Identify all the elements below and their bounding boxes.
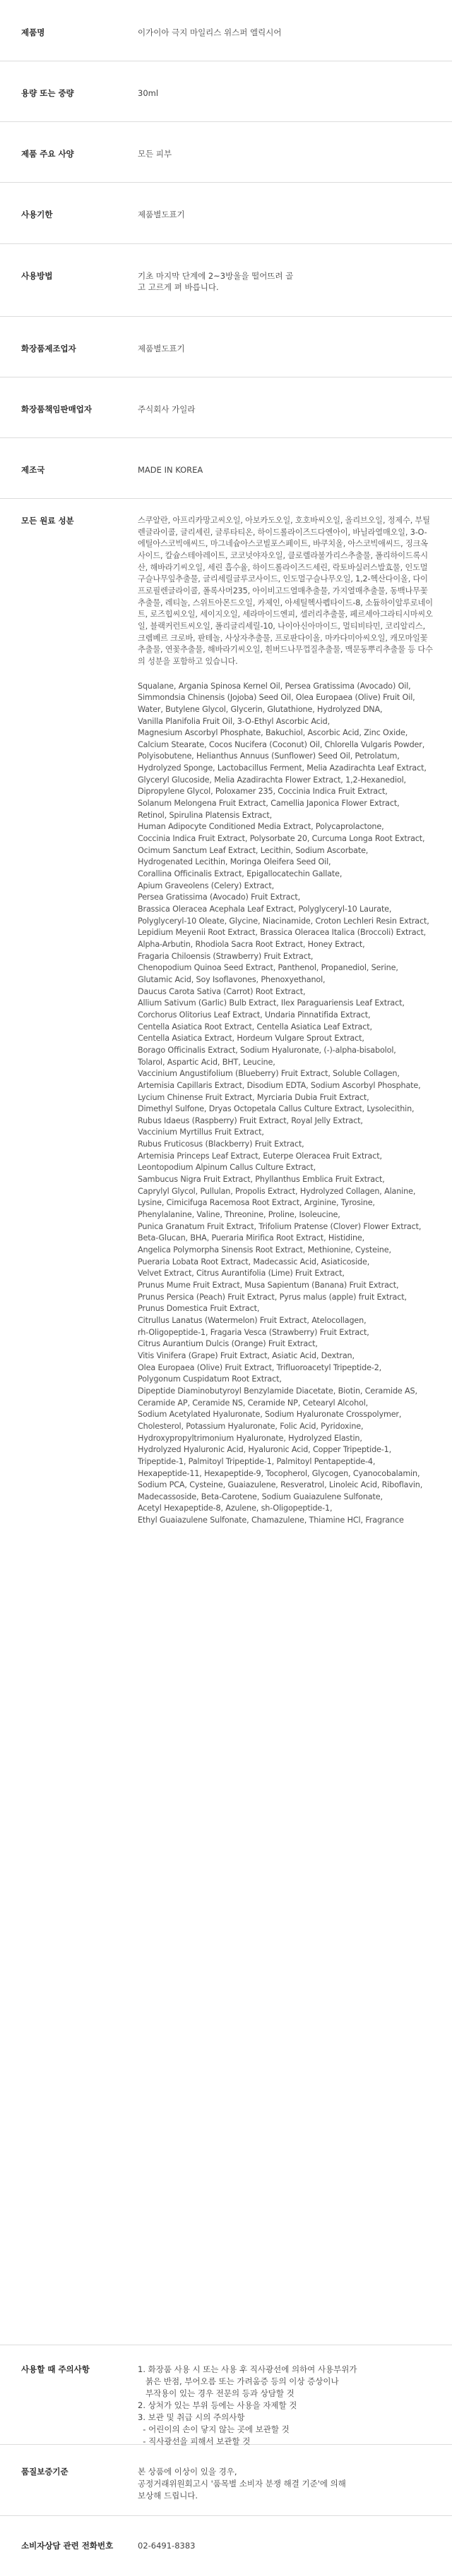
row-value: 제품별도표기 bbox=[138, 210, 185, 219]
info-row-guarantee bbox=[0, 2445, 452, 2516]
text-line: Acetyl Hexapeptide-8, Azulene, sh-Oligopeptide-1, bbox=[138, 1504, 333, 1513]
text-line: Sodium PCA, Cysteine, Guaiazulene, Resveratrol, Linoleic Acid, Riboflavin, bbox=[138, 1480, 423, 1490]
text-line: Dimethyl Sulfone, Dryas Octopetala Callus Culture Extract, Lysolecithin, bbox=[138, 1104, 415, 1114]
info-row-contact bbox=[0, 2516, 452, 2576]
text-line: 보상해 드립니다. bbox=[138, 2491, 198, 2501]
text-line: Punica Granatum Fruit Extract, Trifolium Pratense (Clover) Flower Extract, bbox=[138, 1221, 422, 1231]
text-line: Chenopodium Quinoa Seed Extract, Panthenol, Propanediol, Serine, bbox=[138, 963, 398, 973]
row-label: 제품 주요 사양 bbox=[21, 149, 74, 159]
text-line: Glutamic Acid, Soy Isoflavones, Phenoxyethanol, bbox=[138, 974, 326, 984]
text-line: Polyisobutene, Helianthus Annuus (Sunflower) Seed Oil, Petrolatum, bbox=[138, 751, 400, 761]
text-line: Vaccinium Angustifolium (Blueberry) Fruit Extract, Soluble Collagen, bbox=[138, 1069, 400, 1079]
text-line: Centella Asiatica Extract, Hordeum Vulgare Sprout Extract, bbox=[138, 1034, 364, 1044]
text-line: 2. 상처가 있는 부위 등에는 사용을 자제할 것 bbox=[138, 2400, 297, 2410]
text-line: - 어린이의 손이 닿지 않는 곳에 보관할 것 bbox=[138, 2424, 290, 2434]
text-line: Vanilla Planifolia Fruit Oil, 3-O-Ethyl Ascorbic Acid, bbox=[138, 716, 331, 726]
text-line: Leontopodium Alpinum Callus Culture Extract, bbox=[138, 1163, 316, 1173]
text-line: - 직사광선을 피해서 보관할 것 bbox=[138, 2436, 251, 2446]
ingredients-korean: 스쿠알란, 아프리카망고씨오일, 아보카도오일, 호호바씨오일, 올리브오일, 정제수, 부틸렌글라이콜, 글리세린, 글루타티온, 하이드롤라이즈드다엔아이, 바닐라열매오일, 3-O-에틸아스코빅애씨드, 마그네슘아스코빌포스페이트, 바쿠치올, 아스코빅애씨드, 징크옥사이드, 칼슘스테아레이트, 코코넛야자오일, 클로렐라불가리스추출물, 폴리하이드록시산, 해바라기씨오일, 세린 흡수율, 하이드롤라이즈드세린, 락토바실러스발효물, 인도멀구슬나무잎추출물, 글리세릴글루코사이드, 인도멀구슬나무오일, 1,2-헥산다이올, 다이프로필렌글라이콜, 폴록사머235, 아이비고드열매추출물, 가지열매추출물, 동백나무꽃추출물, 레티놀, 스위트아몬드오일, 카제인, 아세틸헥사펩타이드-8, 소듐하이알루로네이트, 로즈힙씨오일, 세이지오일, 세라마이드엔피, 셀러리추출물, 페르세아그라티시마씨오일, 블랙커런트씨오일, 폴리글리세릴-10, 나이아신아마이드, 멀티비타민, 코리알리스, 크렘베르 크로바, 판테놀, 사상자추출물, 프로판다이올, 마카다미아씨오일, 캐모마일꽃추출물, 연꽃추출물, 해바라기씨오일, 흰버드나무껍질추출물, 맥문동뿌리추출물 등 다수의 성분을 포함하고 있습니다. bbox=[138, 516, 433, 666]
ingredients-text bbox=[138, 515, 434, 1527]
text-line: 공정거래위원회고시 '품목별 소비자 분쟁 해결 기준'에 의해 bbox=[138, 2479, 346, 2489]
info-row-country bbox=[0, 438, 452, 499]
text-line: Allium Sativum (Garlic) Bulb Extract, Ilex Paraguariensis Leaf Extract, bbox=[138, 998, 405, 1008]
text-line: 붉은 반점, 부어오름 또는 가려움증 등의 이상 증상이나 bbox=[138, 2376, 339, 2386]
text-line: Prunus Mume Fruit Extract, Musa Sapientum (Banana) Fruit Extract, bbox=[138, 1281, 399, 1290]
text-line: Dipeptide Diaminobutyroyl Benzylamide Diacetate, Biotin, Ceramide AS, bbox=[138, 1386, 417, 1396]
text-line: Pueraria Lobata Root Extract, Madecassic Acid, Asiaticoside, bbox=[138, 1257, 370, 1266]
text-line: Daucus Carota Sativa (Carrot) Root Extract, bbox=[138, 986, 306, 996]
row-value: MADE IN KOREA bbox=[138, 465, 203, 475]
row-value: 30ml bbox=[138, 88, 159, 98]
contact-phone: 02-6491-8383 bbox=[138, 2541, 196, 2551]
text-line: Rubus Idaeus (Raspberry) Fruit Extract, Royal Jelly Extract, bbox=[138, 1115, 363, 1125]
text-line: Calcium Stearate, Cocos Nucifera (Coconut) Oil, Chlorella Vulgaris Powder, bbox=[138, 739, 425, 749]
row-label: 모든 원료 성분 bbox=[21, 516, 74, 526]
info-row-expiry bbox=[0, 183, 452, 244]
info-row-spec bbox=[0, 122, 452, 183]
text-line: Citrus Aurantium Dulcis (Orange) Fruit Extract, bbox=[138, 1339, 318, 1349]
text-line: Hydroxypropyltrimonium Hyaluronate, Hydrolyzed Elastin, bbox=[138, 1433, 362, 1443]
text-line: Lysine, Cimicifuga Racemosa Root Extract, Arginine, Tyrosine, bbox=[138, 1198, 375, 1208]
text-line: Lepidium Meyenii Root Extract, Brassica Oleracea Italica (Broccoli) Extract, bbox=[138, 928, 427, 938]
row-value: 주식회사 가일라 bbox=[138, 404, 196, 414]
text-line: Hydrolyzed Sponge, Lactobacillus Ferment, Melia Azadirachta Leaf Extract, bbox=[138, 763, 427, 773]
text-line: Polyglyceryl-10 Oleate, Glycine, Niacinamide, Croton Lechleri Resin Extract, bbox=[138, 916, 429, 926]
text-line: Lycium Chinense Fruit Extract, Myrciaria Dubia Fruit Extract, bbox=[138, 1092, 369, 1102]
text-line: Solanum Melongena Fruit Extract, Camellia Japonica Flower Extract, bbox=[138, 799, 400, 809]
text-line: Phenylalanine, Valine, Threonine, Proline, Isoleucine, bbox=[138, 1210, 340, 1220]
text-line: Rubus Fruticosus (Blackberry) Fruit Extract, bbox=[138, 1139, 304, 1149]
text-line: Hexapeptide-11, Hexapeptide-9, Tocopherol, Glycogen, Cyanocobalamin, bbox=[138, 1468, 420, 1478]
text-line: Hydrogenated Lecithin, Moringa Oleifera Seed Oil, bbox=[138, 857, 331, 867]
text-line: Fragaria Chiloensis (Strawberry) Fruit Extract, bbox=[138, 951, 314, 961]
text-line: Polygonum Cuspidatum Root Extract, bbox=[138, 1374, 282, 1384]
text-line: Apium Graveolens (Celery) Extract, bbox=[138, 881, 275, 890]
text-line: Alpha-Arbutin, Rhodiola Sacra Root Extract, Honey Extract, bbox=[138, 939, 365, 949]
row-label: 제품명 bbox=[21, 28, 45, 37]
text-line: Prunus Domestica Fruit Extract, bbox=[138, 1304, 260, 1314]
text-line: Glyceryl Glucoside, Melia Azadirachta Flower Extract, 1,2-Hexanediol, bbox=[138, 775, 406, 785]
text-line: Squalane, Argania Spinosa Kernel Oil, Persea Gratissima (Avocado) Oil, bbox=[138, 681, 411, 691]
text-line: Borago Officinalis Extract, Sodium Hyaluronate, (-)-alpha-bisabolol, bbox=[138, 1045, 396, 1055]
row-label: 사용할 때 주의사항 bbox=[21, 2364, 90, 2374]
text-line: Artemisia Princeps Leaf Extract, Euterpe Oleracea Fruit Extract, bbox=[138, 1151, 382, 1161]
text-line: Beta-Glucan, BHA, Pueraria Mirifica Root Extract, Histidine, bbox=[138, 1233, 365, 1243]
text-line: Centella Asiatica Root Extract, Centella Asiatica Leaf Extract, bbox=[138, 1022, 372, 1032]
row-label: 사용기한 bbox=[21, 210, 53, 219]
text-line: 3. 보관 및 취급 시의 주의사항 bbox=[138, 2412, 245, 2422]
text-line: Vitis Vinifera (Grape) Fruit Extract, Asiatic Acid, Dextran, bbox=[138, 1350, 355, 1360]
guarantee-text bbox=[138, 2466, 434, 2502]
text-line: Dipropylene Glycol, Poloxamer 235, Coccinia Indica Fruit Extract, bbox=[138, 787, 388, 797]
text-line: Artemisia Capillaris Extract, Disodium EDTA, Sodium Ascorbyl Phosphate, bbox=[138, 1080, 421, 1090]
text-line: Human Adipocyte Conditioned Media Extract, Polycaprolactone, bbox=[138, 822, 384, 832]
text-line: Brassica Oleracea Acephala Leaf Extract, Polyglyceryl-10 Laurate, bbox=[138, 905, 392, 914]
info-row-ingredients bbox=[0, 499, 452, 2345]
text-line: rh-Oligopeptide-1, Fragaria Vesca (Strawberry) Fruit Extract, bbox=[138, 1327, 369, 1337]
text-line: Persea Gratissima (Avocado) Fruit Extract, bbox=[138, 893, 301, 902]
text-line: Water, Butylene Glycol, Glycerin, Glutathione, Hydrolyzed DNA, bbox=[138, 704, 383, 714]
info-row-cautions bbox=[0, 2345, 452, 2445]
row-value: 이가이아 극지 마일리스 위스퍼 엘릭시어 bbox=[138, 28, 282, 37]
row-label: 화장품책임판매업자 bbox=[21, 404, 92, 414]
info-row-product-name bbox=[0, 0, 452, 61]
text-line: Magnesium Ascorbyl Phosphate, Bakuchiol, Ascorbic Acid, Zinc Oxide, bbox=[138, 728, 408, 738]
row-value: 모든 피부 bbox=[138, 149, 172, 159]
info-row-manufacturer bbox=[0, 317, 452, 377]
text-line: Prunus Persica (Peach) Fruit Extract, Pyrus malus (apple) fruit Extract, bbox=[138, 1292, 407, 1302]
text-line: 본 상품에 이상이 있을 경우, bbox=[138, 2467, 237, 2477]
row-value: 제품별도표기 bbox=[138, 344, 185, 353]
text-line: Velvet Extract, Citrus Aurantifolia (Lime) Fruit Extract, bbox=[138, 1269, 345, 1278]
text-line: 1. 화장품 사용 시 또는 사용 후 직사광선에 의하여 사용부위가 bbox=[138, 2364, 357, 2374]
text-line: Citrullus Lanatus (Watermelon) Fruit Extract, Atelocollagen, bbox=[138, 1315, 367, 1325]
ingredients-english bbox=[138, 681, 434, 1527]
text-line: Ethyl Guaiazulene Sulfonate, Chamazulene, Thiamine HCl, Fragrance bbox=[138, 1516, 404, 1525]
text-line: Ceramide AP, Ceramide NS, Ceramide NP, Cetearyl Alcohol, bbox=[138, 1398, 369, 1408]
text-line: Corallina Officinalis Extract, Epigallocatechin Gallate, bbox=[138, 869, 343, 879]
info-row-usage bbox=[0, 244, 452, 317]
cautions-list bbox=[138, 2364, 434, 2448]
text-line: Angelica Polymorpha Sinensis Root Extract, Methionine, Cysteine, bbox=[138, 1245, 391, 1255]
text-line: Olea Europaea (Olive) Fruit Extract, Trifluoroacetyl Tripeptide-2, bbox=[138, 1362, 382, 1372]
text-line: Ocimum Sanctum Leaf Extract, Lecithin, Sodium Ascorbate, bbox=[138, 845, 369, 855]
text-line: Coccinia Indica Fruit Extract, Polysorbate 20, Curcuma Longa Root Extract, bbox=[138, 834, 425, 844]
info-row-distributor bbox=[0, 377, 452, 438]
text-line: Vaccinium Myrtillus Fruit Extract, bbox=[138, 1127, 264, 1137]
text-line: Hydrolyzed Hyaluronic Acid, Hyaluronic Acid, Copper Tripeptide-1, bbox=[138, 1445, 392, 1455]
text-line: Sodium Acetylated Hyaluronate, Sodium Hyaluronate Crosspolymer, bbox=[138, 1410, 402, 1420]
row-label: 화장품제조업자 bbox=[21, 344, 76, 353]
text-line: Caprylyl Glycol, Pullulan, Propolis Extract, Hydrolyzed Collagen, Alanine, bbox=[138, 1186, 416, 1196]
row-label: 용량 또는 중량 bbox=[21, 88, 74, 98]
row-label: 제조국 bbox=[21, 465, 45, 475]
text-line: Cholesterol, Potassium Hyaluronate, Folic Acid, Pyridoxine, bbox=[138, 1421, 364, 1431]
row-value: 기초 마지막 단계에 2~3방울을 떨어뜨려 골고 고르게 펴 바릅니다. bbox=[138, 271, 294, 292]
info-row-volume bbox=[0, 61, 452, 122]
row-label: 품질보증기준 bbox=[21, 2467, 69, 2477]
text-line: Retinol, Spirulina Platensis Extract, bbox=[138, 810, 272, 820]
text-line: Madecassoside, Beta-Carotene, Sodium Guaiazulene Sulfonate, bbox=[138, 1492, 383, 1501]
text-line: Tripeptide-1, Palmitoyl Tripeptide-1, Palmitoyl Pentapeptide-4, bbox=[138, 1456, 376, 1466]
text-line: Tolarol, Aspartic Acid, BHT, Leucine, bbox=[138, 1057, 275, 1067]
row-label: 사용방법 bbox=[21, 271, 53, 281]
row-label: 소비자상담 관련 전화번호 bbox=[21, 2541, 114, 2551]
text-line: 부작용이 있는 경우 전문의 등과 상담할 것 bbox=[138, 2388, 295, 2398]
text-line: Sambucus Nigra Fruit Extract, Phyllanthus Emblica Fruit Extract, bbox=[138, 1175, 385, 1185]
text-line: Corchorus Olitorius Leaf Extract, Undaria Pinnatifida Extract, bbox=[138, 1010, 371, 1020]
text-line: Simmondsia Chinensis (Jojoba) Seed Oil, Olea Europaea (Olive) Fruit Oil, bbox=[138, 693, 415, 703]
